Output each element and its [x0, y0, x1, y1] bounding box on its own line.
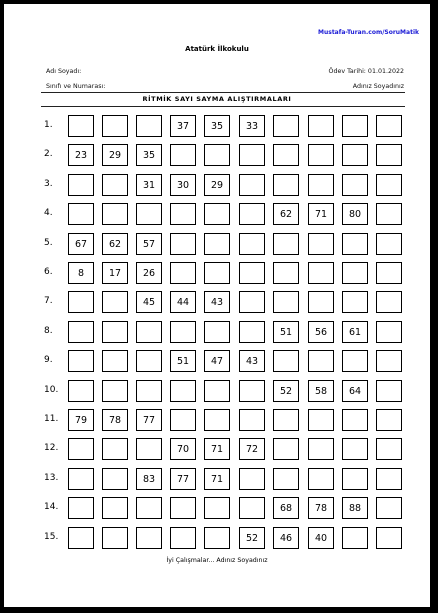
sequence-cell-filled: 37 [170, 115, 196, 137]
sequence-cell-blank[interactable] [68, 438, 94, 460]
class-label: Sınıfı ve Numarası: [46, 83, 106, 90]
sequence-cell-blank[interactable] [308, 262, 334, 284]
sequence-cell-filled: 62 [102, 233, 128, 255]
sequence-cell-blank[interactable] [376, 350, 402, 372]
sequence-cell-filled: 23 [68, 144, 94, 166]
sequence-cell-blank[interactable] [170, 527, 196, 549]
sequence-cell-filled: 71 [204, 438, 230, 460]
sequence-cell-blank[interactable] [273, 144, 299, 166]
sequence-cell-filled: 79 [68, 409, 94, 431]
sequence-cell-blank[interactable] [102, 350, 128, 372]
sequence-cell-blank[interactable] [376, 174, 402, 196]
sequence-cell-blank[interactable] [170, 497, 196, 519]
sequence-cell-blank[interactable] [136, 321, 162, 343]
sequence-cell-filled: 58 [308, 380, 334, 402]
row-number: 4. [44, 208, 53, 218]
sequence-cell-filled: 44 [170, 291, 196, 313]
sequence-cell-blank[interactable] [342, 115, 368, 137]
sequence-cell-blank[interactable] [239, 233, 265, 255]
sequence-cell-blank[interactable] [136, 527, 162, 549]
sequence-cell-filled: 8 [68, 262, 94, 284]
sequence-cell-filled: 40 [308, 527, 334, 549]
sequence-cell-blank[interactable] [239, 468, 265, 490]
school-name: Atatürk İlkokulu [185, 45, 249, 53]
sequence-cell-blank[interactable] [273, 115, 299, 137]
sequence-cell-blank[interactable] [102, 527, 128, 549]
sequence-cell-blank[interactable] [102, 203, 128, 225]
website-url[interactable]: Mustafa-Turan.com/SoruMatik [318, 29, 419, 36]
sequence-cell-blank[interactable] [136, 438, 162, 460]
sequence-cell-blank[interactable] [376, 321, 402, 343]
sequence-cell-filled: 43 [239, 350, 265, 372]
sequence-cell-blank[interactable] [68, 203, 94, 225]
sequence-cell-blank[interactable] [204, 262, 230, 284]
sequence-cell-filled: 45 [136, 291, 162, 313]
row-number: 7. [44, 296, 53, 306]
sequence-cell-blank[interactable] [376, 380, 402, 402]
name-label: Adı Soyadı: [46, 68, 82, 75]
sequence-cell-filled: 29 [204, 174, 230, 196]
sequence-cell-blank[interactable] [239, 262, 265, 284]
sequence-cell-filled: 52 [273, 380, 299, 402]
row-number: 14. [44, 502, 59, 512]
sequence-cell-blank[interactable] [239, 291, 265, 313]
sequence-cell-blank[interactable] [136, 497, 162, 519]
divider-bottom [41, 106, 405, 107]
sequence-cell-blank[interactable] [136, 380, 162, 402]
sequence-cell-blank[interactable] [102, 380, 128, 402]
sequence-cell-blank[interactable] [68, 291, 94, 313]
sequence-cell-blank[interactable] [136, 115, 162, 137]
sequence-cell-blank[interactable] [342, 468, 368, 490]
sequence-cell-filled: 17 [102, 262, 128, 284]
sequence-cell-blank[interactable] [308, 409, 334, 431]
sequence-cell-filled: 52 [239, 527, 265, 549]
sequence-cell-blank[interactable] [308, 438, 334, 460]
teacher-name: Adınız Soyadınız [352, 83, 404, 90]
row-number: 15. [44, 532, 59, 542]
sequence-cell-blank[interactable] [273, 262, 299, 284]
sequence-cell-blank[interactable] [102, 291, 128, 313]
sequence-cell-filled: 68 [273, 497, 299, 519]
sequence-cell-blank[interactable] [273, 350, 299, 372]
sequence-cell-filled: 80 [342, 203, 368, 225]
sequence-cell-blank[interactable] [273, 291, 299, 313]
sequence-cell-filled: 88 [342, 497, 368, 519]
sequence-cell-blank[interactable] [136, 350, 162, 372]
sequence-cell-blank[interactable] [376, 233, 402, 255]
sequence-cell-blank[interactable] [273, 233, 299, 255]
sequence-cell-blank[interactable] [170, 321, 196, 343]
row-number: 9. [44, 355, 53, 365]
sequence-cell-blank[interactable] [204, 527, 230, 549]
row-number: 1. [44, 120, 53, 130]
sequence-cell-filled: 78 [102, 409, 128, 431]
sequence-cell-blank[interactable] [170, 203, 196, 225]
sequence-cell-filled: 51 [273, 321, 299, 343]
sequence-cell-filled: 33 [239, 115, 265, 137]
sequence-cell-blank[interactable] [376, 262, 402, 284]
sequence-cell-blank[interactable] [102, 321, 128, 343]
sequence-cell-filled: 72 [239, 438, 265, 460]
sequence-cell-blank[interactable] [102, 115, 128, 137]
sequence-cell-filled: 78 [308, 497, 334, 519]
sequence-cell-blank[interactable] [68, 497, 94, 519]
sequence-cell-blank[interactable] [102, 174, 128, 196]
row-number: 11. [44, 414, 59, 424]
sequence-cell-blank[interactable] [239, 321, 265, 343]
sequence-cell-blank[interactable] [204, 203, 230, 225]
sequence-cell-blank[interactable] [239, 174, 265, 196]
sequence-cell-blank[interactable] [239, 409, 265, 431]
sequence-cell-filled: 61 [342, 321, 368, 343]
row-number: 3. [44, 179, 53, 189]
sequence-cell-filled: 43 [204, 291, 230, 313]
sequence-cell-blank[interactable] [342, 291, 368, 313]
sequence-cell-blank[interactable] [102, 438, 128, 460]
sequence-cell-blank[interactable] [239, 497, 265, 519]
sequence-cell-filled: 77 [170, 468, 196, 490]
sequence-cell-blank[interactable] [342, 409, 368, 431]
sequence-cell-blank[interactable] [376, 144, 402, 166]
sequence-cell-filled: 46 [273, 527, 299, 549]
sequence-cell-blank[interactable] [68, 380, 94, 402]
row-number: 13. [44, 473, 59, 483]
sequence-cell-filled: 77 [136, 409, 162, 431]
sequence-cell-blank[interactable] [376, 115, 402, 137]
row-number: 12. [44, 443, 59, 453]
sequence-cell-blank[interactable] [342, 144, 368, 166]
row-number: 6. [44, 267, 53, 277]
homework-date: Ödev Tarihi: 01.01.2022 [328, 68, 404, 75]
sequence-cell-blank[interactable] [342, 174, 368, 196]
sequence-cell-blank[interactable] [68, 527, 94, 549]
sequence-cell-blank[interactable] [204, 144, 230, 166]
sequence-cell-blank[interactable] [273, 468, 299, 490]
sequence-cell-blank[interactable] [170, 262, 196, 284]
row-number: 8. [44, 326, 53, 336]
sequence-cell-blank[interactable] [204, 321, 230, 343]
row-number: 2. [44, 149, 53, 159]
sequence-cell-filled: 56 [308, 321, 334, 343]
sequence-cell-blank[interactable] [376, 468, 402, 490]
sequence-cell-blank[interactable] [308, 468, 334, 490]
sequence-cell-filled: 51 [170, 350, 196, 372]
sequence-cell-blank[interactable] [308, 233, 334, 255]
sequence-cell-blank[interactable] [342, 350, 368, 372]
sequence-cell-blank[interactable] [170, 409, 196, 431]
sequence-cell-filled: 29 [102, 144, 128, 166]
footer-note: İyi Çalışmalar... Adınız Soyadınız [166, 557, 268, 564]
sequence-cell-blank[interactable] [68, 174, 94, 196]
sequence-cell-filled: 62 [273, 203, 299, 225]
sequence-cell-filled: 71 [308, 203, 334, 225]
sequence-cell-filled: 57 [136, 233, 162, 255]
sequence-cell-blank[interactable] [102, 497, 128, 519]
sequence-cell-blank[interactable] [342, 527, 368, 549]
sequence-cell-blank[interactable] [68, 115, 94, 137]
sequence-cell-blank[interactable] [308, 291, 334, 313]
sequence-cell-filled: 70 [170, 438, 196, 460]
sequence-cell-filled: 47 [204, 350, 230, 372]
sequence-cell-filled: 83 [136, 468, 162, 490]
sequence-cell-blank[interactable] [170, 144, 196, 166]
sequence-cell-blank[interactable] [170, 233, 196, 255]
sequence-cell-blank[interactable] [308, 115, 334, 137]
sequence-cell-blank[interactable] [376, 497, 402, 519]
sequence-cell-blank[interactable] [204, 380, 230, 402]
sequence-cell-blank[interactable] [239, 380, 265, 402]
sequence-cell-filled: 35 [204, 115, 230, 137]
sequence-cell-filled: 35 [136, 144, 162, 166]
sequence-cell-blank[interactable] [204, 233, 230, 255]
sequence-cell-blank[interactable] [68, 321, 94, 343]
sequence-cell-blank[interactable] [308, 174, 334, 196]
row-number: 10. [44, 385, 59, 395]
sequence-cell-filled: 71 [204, 468, 230, 490]
sequence-cell-blank[interactable] [308, 350, 334, 372]
sequence-cell-blank[interactable] [239, 203, 265, 225]
sequence-cell-blank[interactable] [204, 497, 230, 519]
sequence-cell-blank[interactable] [376, 203, 402, 225]
sequence-cell-blank[interactable] [342, 262, 368, 284]
sequence-cell-filled: 30 [170, 174, 196, 196]
sequence-cell-blank[interactable] [376, 409, 402, 431]
section-title: RİTMİK SAYI SAYMA ALIŞTIRMALARI [142, 95, 292, 103]
sequence-cell-filled: 64 [342, 380, 368, 402]
sequence-cell-blank[interactable] [68, 468, 94, 490]
sequence-cell-blank[interactable] [376, 527, 402, 549]
worksheet-page [4, 4, 430, 607]
sequence-cell-blank[interactable] [376, 438, 402, 460]
divider-top [41, 92, 405, 93]
sequence-cell-blank[interactable] [68, 350, 94, 372]
sequence-cell-blank[interactable] [376, 291, 402, 313]
sequence-cell-blank[interactable] [273, 174, 299, 196]
row-number: 5. [44, 238, 53, 248]
sequence-cell-filled: 31 [136, 174, 162, 196]
sequence-cell-blank[interactable] [239, 144, 265, 166]
sequence-cell-blank[interactable] [273, 409, 299, 431]
sequence-cell-filled: 26 [136, 262, 162, 284]
sequence-cell-blank[interactable] [136, 203, 162, 225]
sequence-cell-blank[interactable] [170, 380, 196, 402]
sequence-cell-blank[interactable] [102, 468, 128, 490]
sequence-cell-blank[interactable] [273, 438, 299, 460]
sequence-cell-blank[interactable] [308, 144, 334, 166]
sequence-cell-blank[interactable] [342, 233, 368, 255]
sequence-cell-blank[interactable] [204, 409, 230, 431]
sequence-cell-filled: 67 [68, 233, 94, 255]
sequence-cell-blank[interactable] [342, 438, 368, 460]
